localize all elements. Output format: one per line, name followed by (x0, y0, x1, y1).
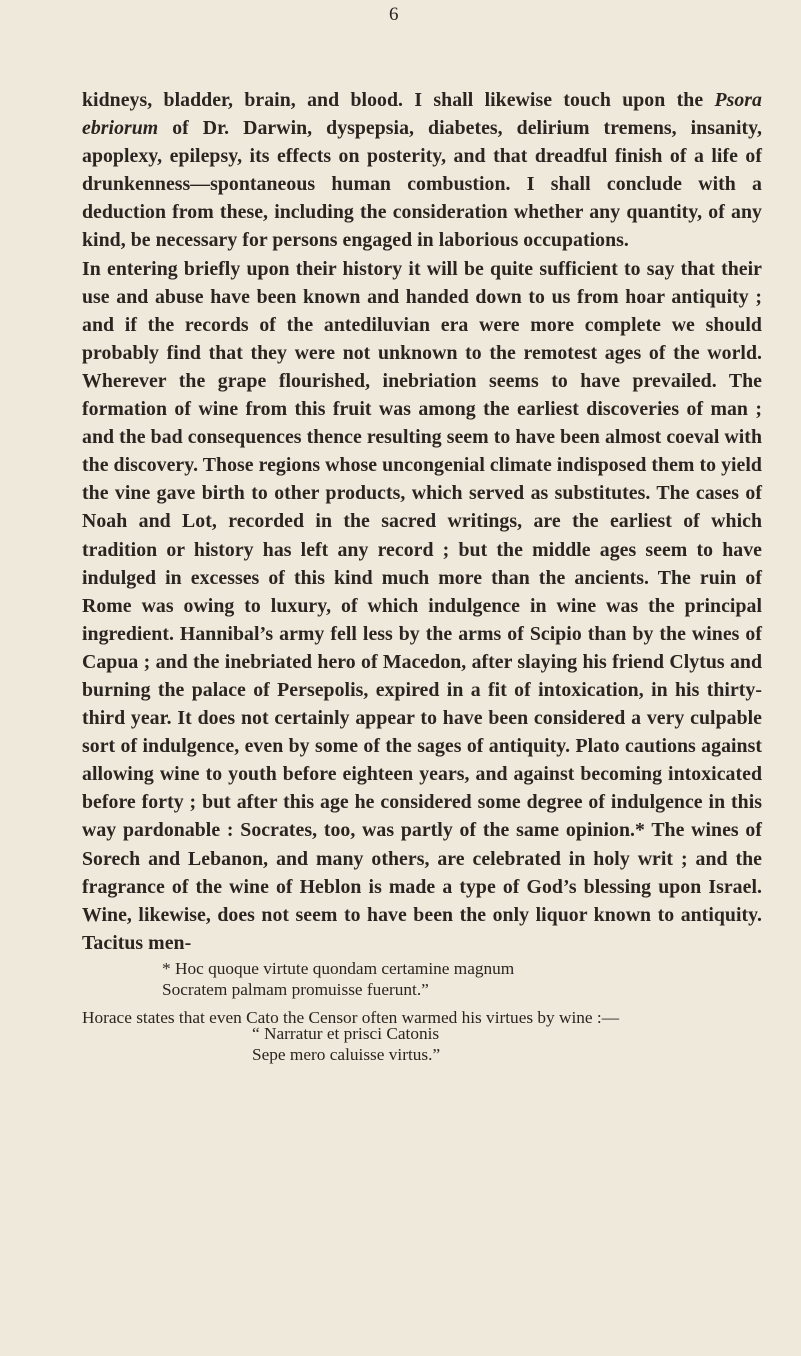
footnote-quote (162, 958, 762, 1001)
footnote-verse (252, 1023, 762, 1066)
footnote-text: Horace states that even Cato the Censor often warmed his virtues by wine :— (82, 1007, 620, 1027)
italic-term: Psora ebriorum (82, 89, 762, 140)
paragraph-1 (82, 86, 762, 255)
footnote-verse-line: “ Narratur et prisci Catonis (252, 1023, 440, 1043)
footnotes (82, 958, 762, 1065)
footnote-quote-line: * Hoc quoque virtute quondam certamine magnum (162, 959, 515, 978)
footnote-quote-line: Socratem palmam promuisse fuerunt.” (162, 980, 429, 1000)
paragraph-1-end: of Dr. Darwin, dyspepsia, diabetes, delirium tremens, insanity, apoplexy, epilepsy, its effects on posterity, and that dreadful finish of a life of drunkenness—spontaneous human combustion. I shall conclude with a deduction from these, including the consideration whether any quantity, of any kind, be necessary for persons engaged in laborious occupations. (82, 117, 762, 252)
footnote-verse-line: Sepe mero caluisse virtus.” (252, 1045, 441, 1065)
paragraph-1-start: kidneys, bladder, brain, and blood. I shall likewise touch upon the (82, 89, 715, 111)
paragraph-2: In entering briefly upon their history it will be quite sufficient to say that their use and abuse have been known and handed down to us from hoar antiquity ; and if the records of the antediluvian era were more complete we should probably find that they were not unknown to the remotest ages of the world. Wherever the grape flourished, inebriation seems to have prevailed. The formation of wine from this fruit was among the earliest discoveries of man ; and the bad consequences thence resulting seem to have been almost coeval with the discovery. Those regions whose uncongenial climate indisposed them to yield the vine gave birth to other products, which served as substitutes. The cases of Noah and Lot, recorded in the sacred writings, are the earliest of which tradition or history has left any record ; but the middle ages seem to have indulged in excesses of this kind much more than the ancients. The ruin of Rome was owing to luxury, of which indulgence in wine was the principal ingredient. Hannibal’s army fell less by the arms of Scipio than by the wines of Capua ; and the inebriated hero of Macedon, after slaying his friend Clytus and burning the palace of Persepolis, expired in a fit of intoxication, in his thirty-third year. It does not certainly appear to have been considered a very culpable sort of indulgence, even by some of the sages of antiquity. Plato cautions against allowing wine to youth before eighteen years, and against becoming intoxicated before forty ; but after this age he considered some degree of indulgence in this way pardonable : Socrates, too, was partly of the same opinion.* The wines of Sorech and Lebanon, and many others, are celebrated in holy writ ; and the fragrance of the wine of Heblon is made a type of God’s blessing upon Israel. Wine, likewise, does not seem to have been the only liquor known to antiquity. Tacitus men- (82, 257, 762, 954)
page-number: 6 (389, 4, 399, 25)
main-text (82, 86, 762, 957)
